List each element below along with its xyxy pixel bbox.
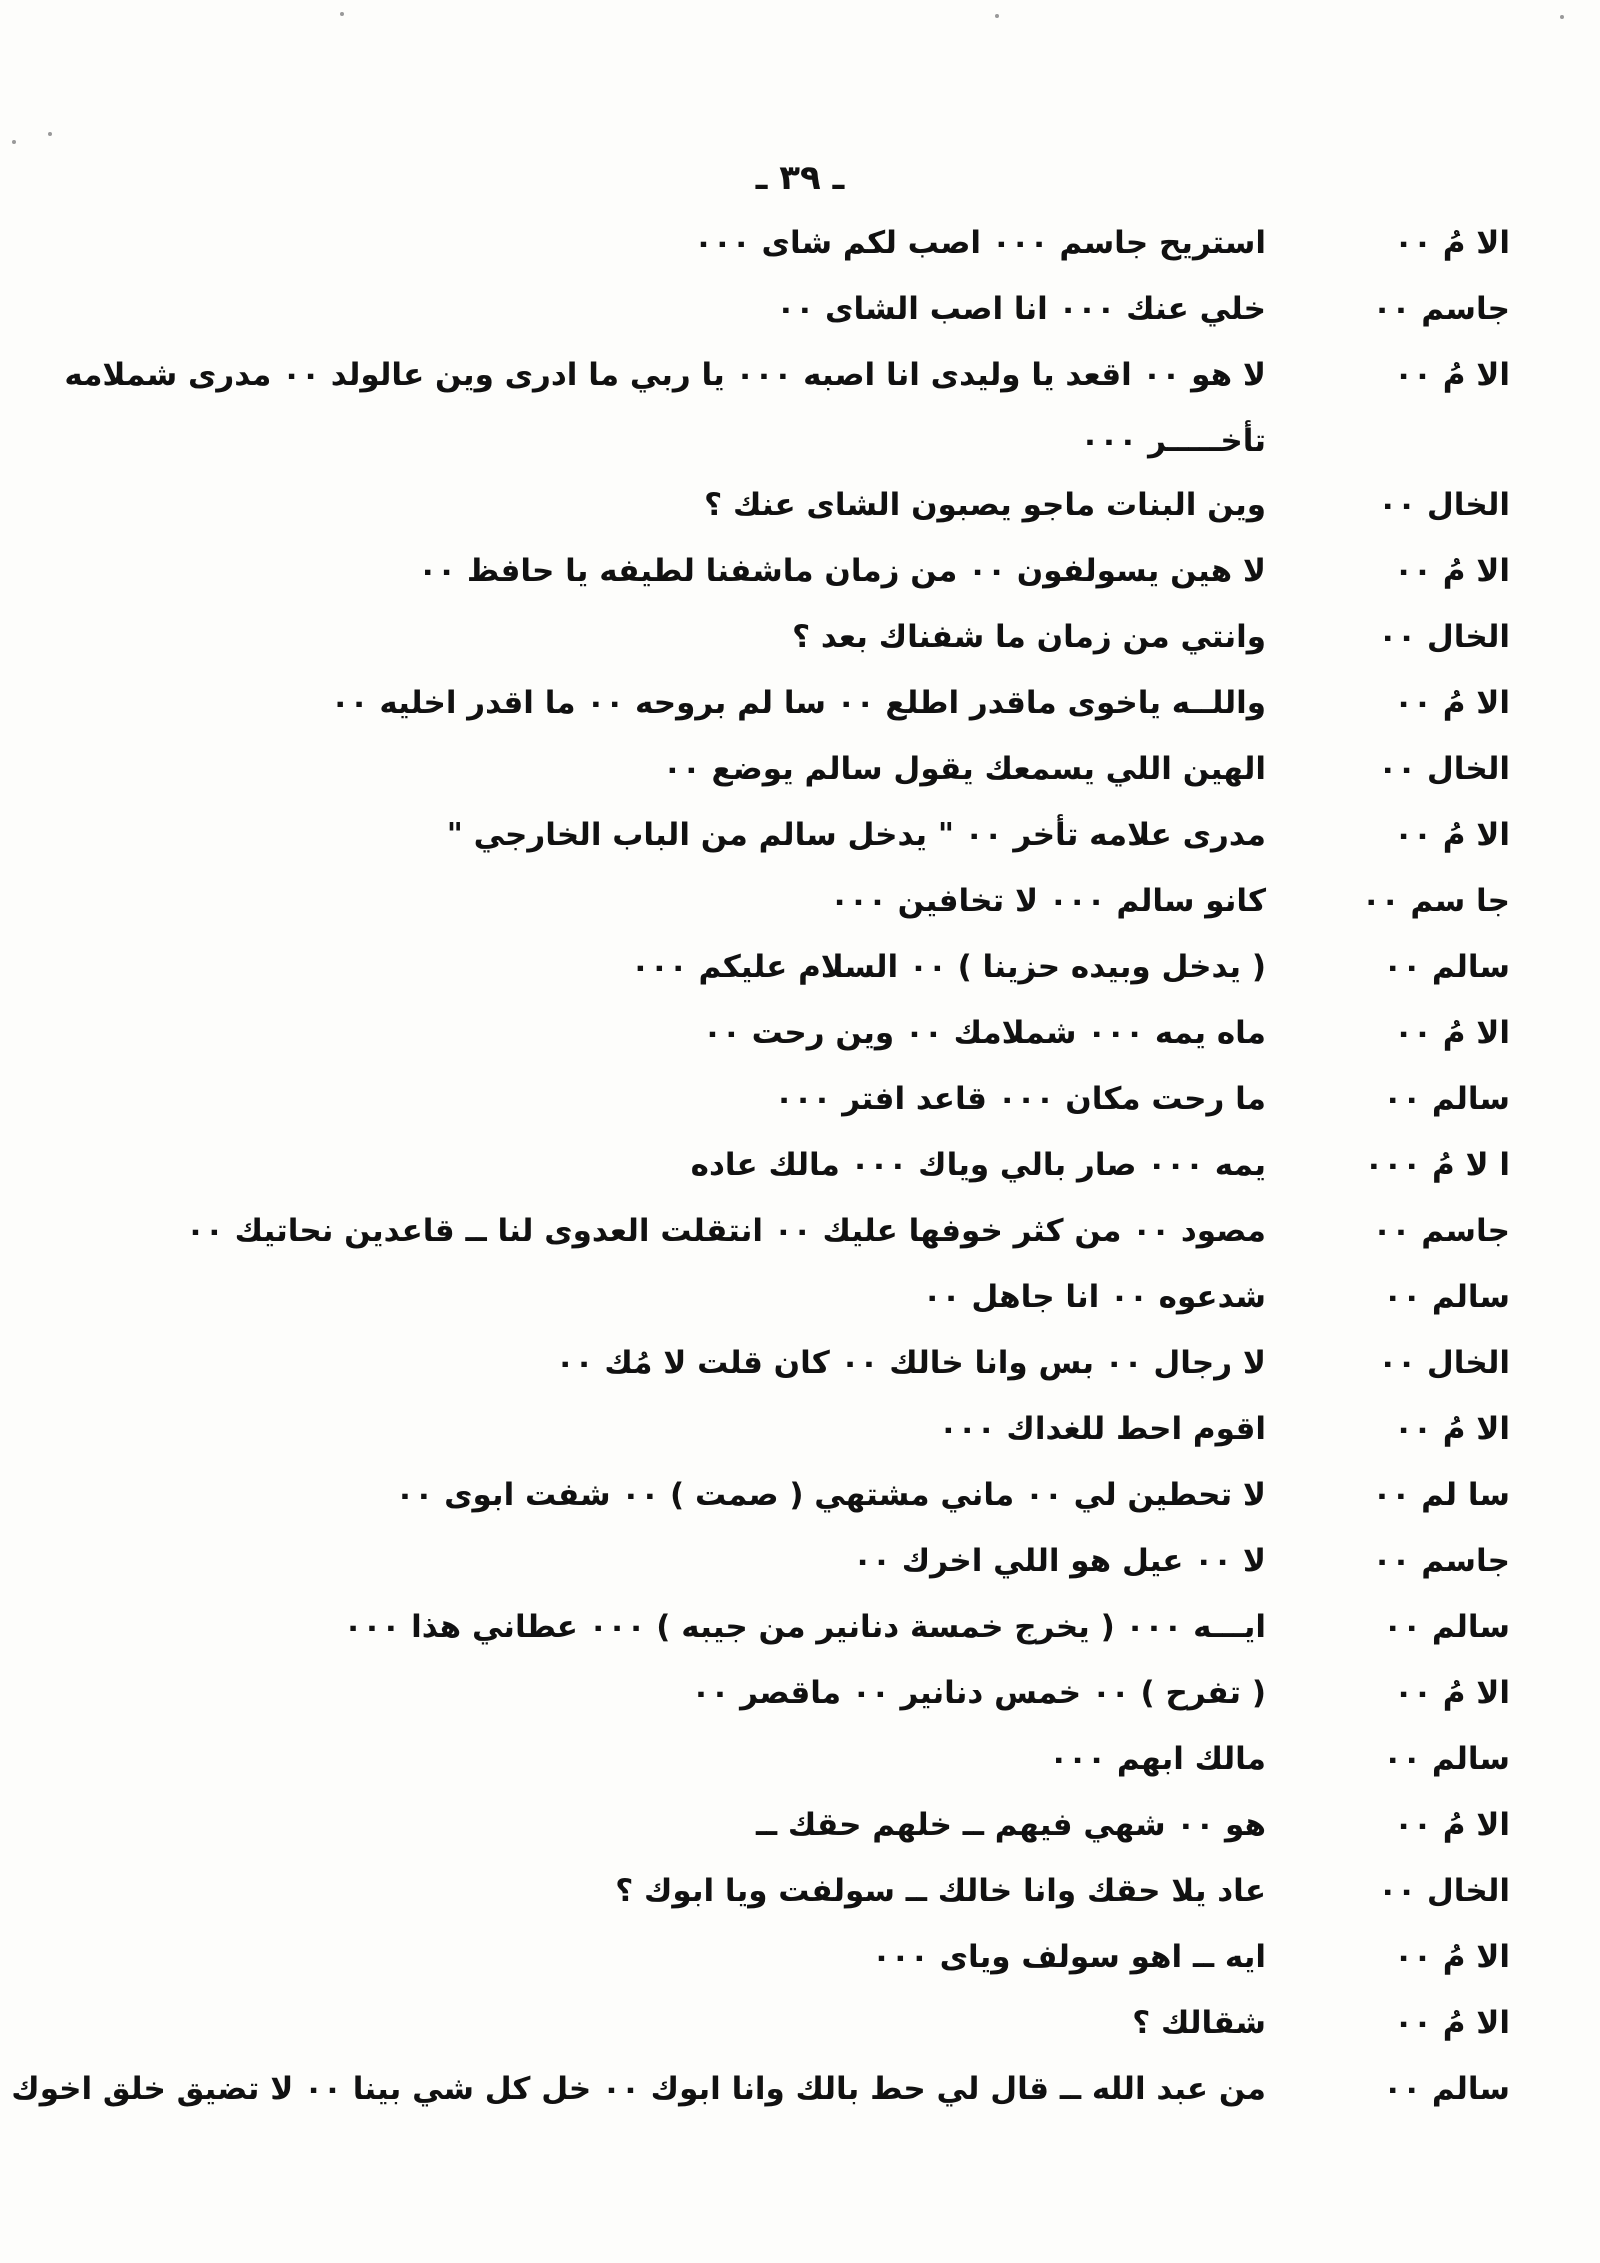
dialogue-text: لا تحطين لي ٠٠ ماني مشتهي ( صمت ) ٠٠ شفت ابوى ٠٠ [395, 1477, 1266, 1513]
speaker-name: جا سم ٠٠ [1361, 883, 1510, 919]
dialogue-text: ما رحت مكان ٠٠٠ قاعد افتر ٠٠٠ [774, 1081, 1266, 1117]
dialogue-text: استريح جاسم ٠٠٠ اصب لكم شاى ٠٠٠ [693, 225, 1266, 261]
scan-speck [995, 14, 999, 18]
page-number: ـ ٣٩ ـ [755, 158, 845, 198]
dialogue-text: مصود ٠٠ من كثر خوفها عليك ٠٠ انتقلت العدوى لنا ــ قاعدين نحاتيك ٠٠ [185, 1213, 1266, 1249]
speaker-name: الا مُ ٠٠ [1394, 1939, 1510, 1975]
speaker-name: الا مُ ٠٠ [1394, 1411, 1510, 1447]
dialogue-line [70, 1015, 1510, 1081]
speaker-name: الخال ٠٠ [1378, 1873, 1510, 1909]
dialogue-text: شقالك ؟ [1132, 2005, 1266, 2041]
scan-speck [340, 12, 344, 16]
dialogue-line [70, 817, 1510, 883]
dialogue-line [70, 1345, 1510, 1411]
speaker-name: الا مُ ٠٠ [1394, 225, 1510, 261]
dialogue-text: مالك ابهم ٠٠٠ [1049, 1741, 1266, 1777]
dialogue-line [70, 1741, 1510, 1807]
dialogue-line [70, 1675, 1510, 1741]
dialogue-line [70, 1411, 1510, 1477]
dialogue-line [70, 1609, 1510, 1675]
dialogue-line [70, 751, 1510, 817]
dialogue-line [70, 1939, 1510, 2005]
dialogue-text: شدعوه ٠٠ انا جاهل ٠٠ [922, 1279, 1266, 1315]
speaker-name: ا لا مُ ٠٠٠ [1364, 1147, 1510, 1183]
dialogue-line [70, 2005, 1510, 2071]
dialogue-text: تأخـــــر ٠٠٠ [1080, 423, 1266, 459]
dialogue-text: واللــه ياخوى ماقدر اطلع ٠٠ سا لم بروحه ٠٠ ما اقدر اخليه ٠٠ [330, 685, 1266, 721]
speaker-name: الا مُ ٠٠ [1394, 1015, 1510, 1051]
speaker-name: جاسم ٠٠ [1372, 291, 1510, 327]
dialogue-text: ( يدخل وبيده حزينا ) ٠٠ السلام عليكم ٠٠٠ [630, 949, 1266, 985]
dialogue-line [70, 423, 1510, 487]
dialogue-text: عاد يلا حقك وانا خالك ــ سولفت ويا ابوك ؟ [615, 1873, 1266, 1909]
dialogue-text: يمه ٠٠٠ صار بالي وياك ٠٠٠ مالك عاده [690, 1147, 1266, 1183]
speaker-name: جاسم ٠٠ [1372, 1213, 1510, 1249]
dialogue-text: ( تفرح ) ٠٠ خمس دنانير ٠٠ ماقصر ٠٠ [691, 1675, 1266, 1711]
speaker-name: الخال ٠٠ [1378, 619, 1510, 655]
dialogue-text: لا ٠٠ عيل هو اللي اخرك ٠٠ [853, 1543, 1266, 1579]
dialogue-line [70, 1279, 1510, 1345]
dialogue-text: من عبد الله ــ قال لي حط بالك وانا ابوك ٠٠ خل كل شي بينا ٠٠ لا تضيق خلق اخوك [11, 2071, 1266, 2107]
dialogue-text: لا هين يسولفون ٠٠ من زمان ماشفنا لطيفه يا حافظ ٠٠ [418, 553, 1266, 589]
dialogue-text: خلي عنك ٠٠٠ انا اصب الشاى ٠٠ [776, 291, 1266, 327]
dialogue-line [70, 1873, 1510, 1939]
dialogue-line [70, 1213, 1510, 1279]
dialogue-line [70, 553, 1510, 619]
dialogue-text: ايـــه ٠٠٠ ( يخرج خمسة دنانير من جيبه ) ٠٠٠ عطاني هذا ٠٠٠ [343, 1609, 1266, 1645]
dialogue-line [70, 1081, 1510, 1147]
scan-speck [48, 132, 52, 136]
speaker-name: سالم ٠٠ [1383, 2071, 1510, 2107]
speaker-name: سالم ٠٠ [1383, 949, 1510, 985]
dialogue-text: مدرى علامه تأخر ٠٠ " يدخل سالم من الباب الخارجي " [446, 817, 1266, 853]
dialogue-line [70, 883, 1510, 949]
dialogue-line [70, 1543, 1510, 1609]
dialogue-text: وانتي من زمان ما شفناك بعد ؟ [792, 619, 1266, 655]
dialogue-line [70, 685, 1510, 751]
dialogue-line [70, 949, 1510, 1015]
dialogue-text: ايه ــ اهو سولف وياى ٠٠٠ [872, 1939, 1266, 1975]
dialogue-line [70, 225, 1510, 291]
dialogue-text: لا هو ٠٠ اقعد يا وليدى انا اصبه ٠٠٠ يا ربي ما ادرى وين عالولد ٠٠ مدرى شملامه [64, 357, 1266, 393]
dialogue-text: الهين اللي يسمعك يقول سالم يوضع ٠٠ [662, 751, 1266, 787]
dialogue-text: كانو سالم ٠٠٠ لا تخافين ٠٠٠ [830, 883, 1266, 919]
speaker-name: سا لم ٠٠ [1372, 1477, 1510, 1513]
speaker-name: الا مُ ٠٠ [1394, 817, 1510, 853]
dialogue-text: ماه يمه ٠٠٠ شملامك ٠٠ وين رحت ٠٠ [702, 1015, 1266, 1051]
scan-speck [12, 140, 16, 144]
speaker-name: الا مُ ٠٠ [1394, 553, 1510, 589]
speaker-name: سالم ٠٠ [1383, 1609, 1510, 1645]
speaker-name: سالم ٠٠ [1383, 1081, 1510, 1117]
dialogue-text: وين البنات ماجو يصبون الشاى عنك ؟ [704, 487, 1266, 523]
speaker-name: الا مُ ٠٠ [1394, 2005, 1510, 2041]
dialogue-line [70, 1807, 1510, 1873]
speaker-name: الخال ٠٠ [1378, 1345, 1510, 1381]
speaker-name: جاسم ٠٠ [1372, 1543, 1510, 1579]
dialogue-text: اقوم احط للغداك ٠٠٠ [938, 1411, 1266, 1447]
speaker-name: الخال ٠٠ [1378, 751, 1510, 787]
speaker-name: الخال ٠٠ [1378, 487, 1510, 523]
dialogue-line [70, 487, 1510, 553]
speaker-name: سالم ٠٠ [1383, 1279, 1510, 1315]
dialogue-line [11, 2071, 1510, 2137]
dialogue-line [64, 357, 1510, 423]
dialogue-line [70, 619, 1510, 685]
dialogue-text: هو ٠٠ شهي فيهم ــ خلهم حقك ــ [755, 1807, 1266, 1843]
dialogue-script [11, 225, 1510, 2137]
dialogue-text: لا رجال ٠٠ بس وانا خالك ٠٠ كان قلت لا مُك ٠٠ [555, 1345, 1266, 1381]
dialogue-line [70, 291, 1510, 357]
dialogue-line [70, 1147, 1510, 1213]
speaker-name: سالم ٠٠ [1383, 1741, 1510, 1777]
speaker-name: الا مُ ٠٠ [1394, 357, 1510, 393]
speaker-name: الا مُ ٠٠ [1394, 685, 1510, 721]
speaker-name: الا مُ ٠٠ [1394, 1675, 1510, 1711]
speaker-name: الا مُ ٠٠ [1394, 1807, 1510, 1843]
dialogue-line [70, 1477, 1510, 1543]
scan-speck [1560, 15, 1564, 19]
